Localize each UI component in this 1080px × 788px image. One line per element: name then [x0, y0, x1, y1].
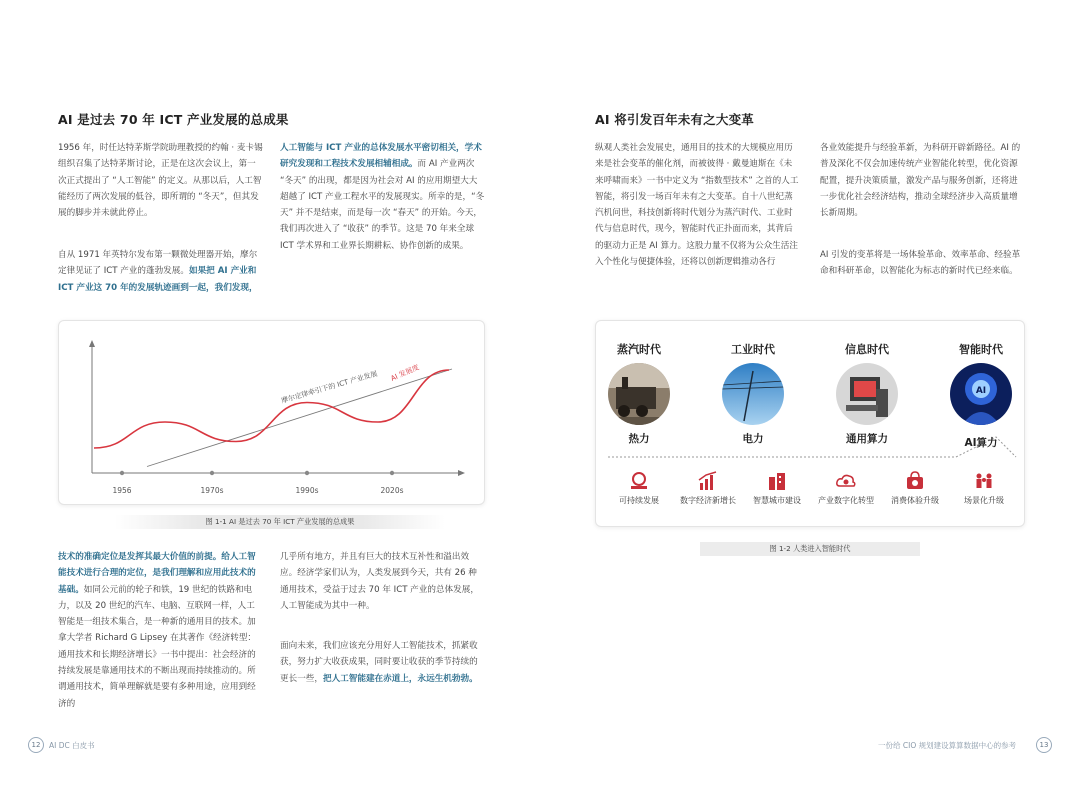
right-col1-para1-text: 纵观人类社会发展史，通用目的技术的大规模应用历来是社会变革的催化剂，而被彼得 · 戴曼迪斯在《未来呼啸而来》一书中定义为 “指数型技术” 之首的人工智能，将引发一场百年未有之大变革。自十八世纪蒸汽机问世，科技创新将时代划分为蒸汽时代、工业时代与信息时代，现今，智能时代正扑面而来，其背后的驱动力正是 AI 算力。这股力量不仅将为公众生活注入个性化与便捷体验，还将以创新逻辑推动各行: [595, 143, 799, 268]
x-tick-label: 1956: [112, 486, 132, 495]
sustainability-icon: [628, 471, 650, 491]
x-tick-dot: [390, 471, 394, 475]
era-intelligent-title: 智能时代: [959, 343, 1003, 356]
left-col3-highlight: 技术的准确定位是发挥其最大价值的前提。给人工智能技术进行合理的定位，是我们理解和应用此技术的基础。: [58, 552, 256, 595]
era-industrial-title: 工业时代: [731, 343, 775, 356]
right-heading: AI 将引发百年未有之大变革: [595, 112, 754, 127]
era-intelligent: [946, 341, 1016, 450]
left-col4-para1: [280, 549, 485, 614]
right-col2-para2: [820, 247, 1025, 280]
era-industrial-power: 电力: [742, 433, 764, 445]
left-col1-para2-text: 自从 1971 年英特尔发布第一颗微处理器开始，摩尔定律见证了 ICT 产业的蓬勃发展。: [58, 250, 258, 277]
era-steam-power: 热力: [628, 433, 650, 445]
era-intelligent-power: AI算力: [964, 437, 998, 449]
benefit-digital-economy: [673, 471, 743, 506]
era-information: [832, 341, 902, 446]
x-tick-dot: [210, 471, 214, 475]
x-tick-label: 1970s: [200, 486, 224, 495]
benefit-industry-digital-label: 产业数字化转型: [818, 496, 874, 505]
left-col1-para1-text: 1956 年，时任达特茅斯学院助理教授的约翰 · 麦卡锡组织召集了达特茅斯讨论，正是在这次会议上，第一次正式提出了 “人工智能” 的定义。从那以后，人工智能经历了两次发展的低谷，即所谓的 “冬天”，但其发展的脚步并未就此停止。: [58, 143, 263, 219]
ict-series-line: [147, 369, 452, 467]
figure-1-1-box: [58, 320, 485, 505]
left-col4-para2-highlight: 把人工智能建在赤道上，永远生机勃勃。: [322, 673, 478, 684]
ai-series-line: [94, 370, 449, 448]
svg-text:AI: AI: [975, 386, 987, 396]
computer-icon: [836, 363, 898, 425]
era-information-title: 信息时代: [845, 343, 889, 356]
ict-series-label: 摩尔定律牵引下的 ICT 产业发展: [280, 369, 379, 405]
right-col2-para1: [820, 140, 1025, 221]
era-information-power: 通用算力: [846, 433, 888, 445]
growth-chart-icon: [697, 471, 719, 491]
benefit-consumer: [880, 471, 950, 506]
cloud-gear-icon: [835, 471, 857, 491]
y-axis-arrow: [89, 340, 95, 347]
left-footer-title: AI DC 白皮书: [49, 741, 95, 750]
benefit-smart-city: [742, 471, 812, 506]
x-tick-dot: [305, 471, 309, 475]
x-tick-label: 1990s: [295, 486, 319, 495]
ai-series-label: AI 发展度: [389, 363, 421, 383]
left-col2-para1-highlight: 人工智能与 ICT 产业的总体发展水平密切相关，学术研究发现和工程技术发展相辅相成。: [280, 143, 482, 170]
left-col4-para2: [280, 638, 485, 687]
left-col2-para1-text: 而 AI 产业两次 “冬天” 的出现，都是因为社会对 AI 的应用期望大大超越了 ICT 产业工程水平的发展现实。所幸的是，“冬天” 并不是结束，而是每一次 “春天” 的开始。今天，我们再次进入了 “收获” 的季节。这是 70 年来全球 ICT 学术界和工业界长期耕耘、协作创新的成果。: [280, 159, 485, 251]
ai-ict-chart: [59, 321, 484, 504]
power-tower-icon: [722, 363, 784, 425]
benefit-consumer-label: 消费体验升级: [891, 496, 939, 505]
steam-locomotive-icon: [608, 363, 670, 425]
right-col2-para1-text: 各业效能提升与经验革新，为科研开辟新路径。AI 的普及深化不仅会加速传统产业智能化转型，优化资源配置，提升决策质量，激发产品与服务创新，还将进一步优化社会经济结构，推动全球经济步入高质量增长新周期。: [820, 143, 1021, 219]
figure-1-2-caption: 图 1-2 人类进入智能时代: [700, 542, 920, 556]
x-tick-dot: [120, 471, 124, 475]
city-buildings-icon: [766, 471, 788, 491]
benefit-digital-economy-label: 数字经济新增长: [680, 496, 736, 505]
left-col1-para2: [58, 247, 263, 296]
figure-1-2-box: [595, 320, 1025, 527]
benefit-scenario: [949, 471, 1019, 506]
left-col1-para1: [58, 140, 263, 221]
right-footer-title: 一份给 CIO 规划建设算算数据中心的参考: [878, 741, 1017, 750]
left-col4-para1-text: 几乎所有地方，并且有巨大的技术互补性和溢出效应。经济学家们认为，人类发展到今天，共有 26 种通用技术，受益于过去 70 年 ICT 产业的总体发展，人工智能成为其中一种。: [280, 552, 479, 611]
left-col1-para2-highlight: 如果把 AI 产业和 ICT 产业这 70 年的发展轨迹画到一起，我们发现，: [58, 266, 258, 293]
left-col4-para2-text: 面向未来，我们应该充分用好人工智能技术，抓紧收获，努力扩大收获成果，同时要让收获的季节持续的更长一些，: [280, 641, 478, 684]
x-tick-label: 2020s: [380, 486, 404, 495]
people-scene-icon: [973, 471, 995, 491]
benefit-sustainable-label: 可持续发展: [619, 496, 659, 505]
left-col3-text: 如同公元前的轮子和铁，19 世纪的铁路和电力，以及 20 世纪的汽车、电脑、互联网一样，人工智能是一组技术集合，是一种新的通用目的技术。加拿大学者 Richard G Lipsey 在其著作《经济转型：通用技术和长期经济增长》一书中提出：社会经济的持续发展是靠通用技术的不断出现而持续推动的。所谓通用技术，简单理解就是要有多种用途，应用到经济的: [58, 584, 257, 709]
x-axis-arrow: [458, 470, 465, 476]
left-col2-para1: [280, 140, 485, 254]
benefit-industry-digital: [811, 471, 881, 506]
era-steam-title: 蒸汽时代: [617, 343, 661, 356]
era-industrial: [718, 341, 788, 446]
shopping-icon: [904, 471, 926, 491]
benefit-smart-city-label: 智慧城市建设: [753, 496, 801, 505]
era-steam: [604, 341, 674, 446]
ai-head-icon: [950, 363, 1012, 425]
right-col1-para1: [595, 140, 800, 270]
benefit-scenario-label: 场景化升级: [964, 496, 1004, 505]
benefit-sustainable: [604, 471, 674, 506]
left-page-number: 12: [28, 737, 44, 753]
figure-1-1-caption: 图 1-1 AI 是过去 70 年 ICT 产业发展的总成果: [115, 515, 445, 529]
right-col2-para2-text: AI 引发的变革将是一场体验革命、效率革命、经验革命和科研革命，以智能化为标志的新时代已经来临。: [820, 250, 1021, 277]
right-page-number: 13: [1036, 737, 1052, 753]
left-col3-para: [58, 549, 263, 712]
left-heading: AI 是过去 70 年 ICT 产业发展的总成果: [58, 112, 289, 127]
